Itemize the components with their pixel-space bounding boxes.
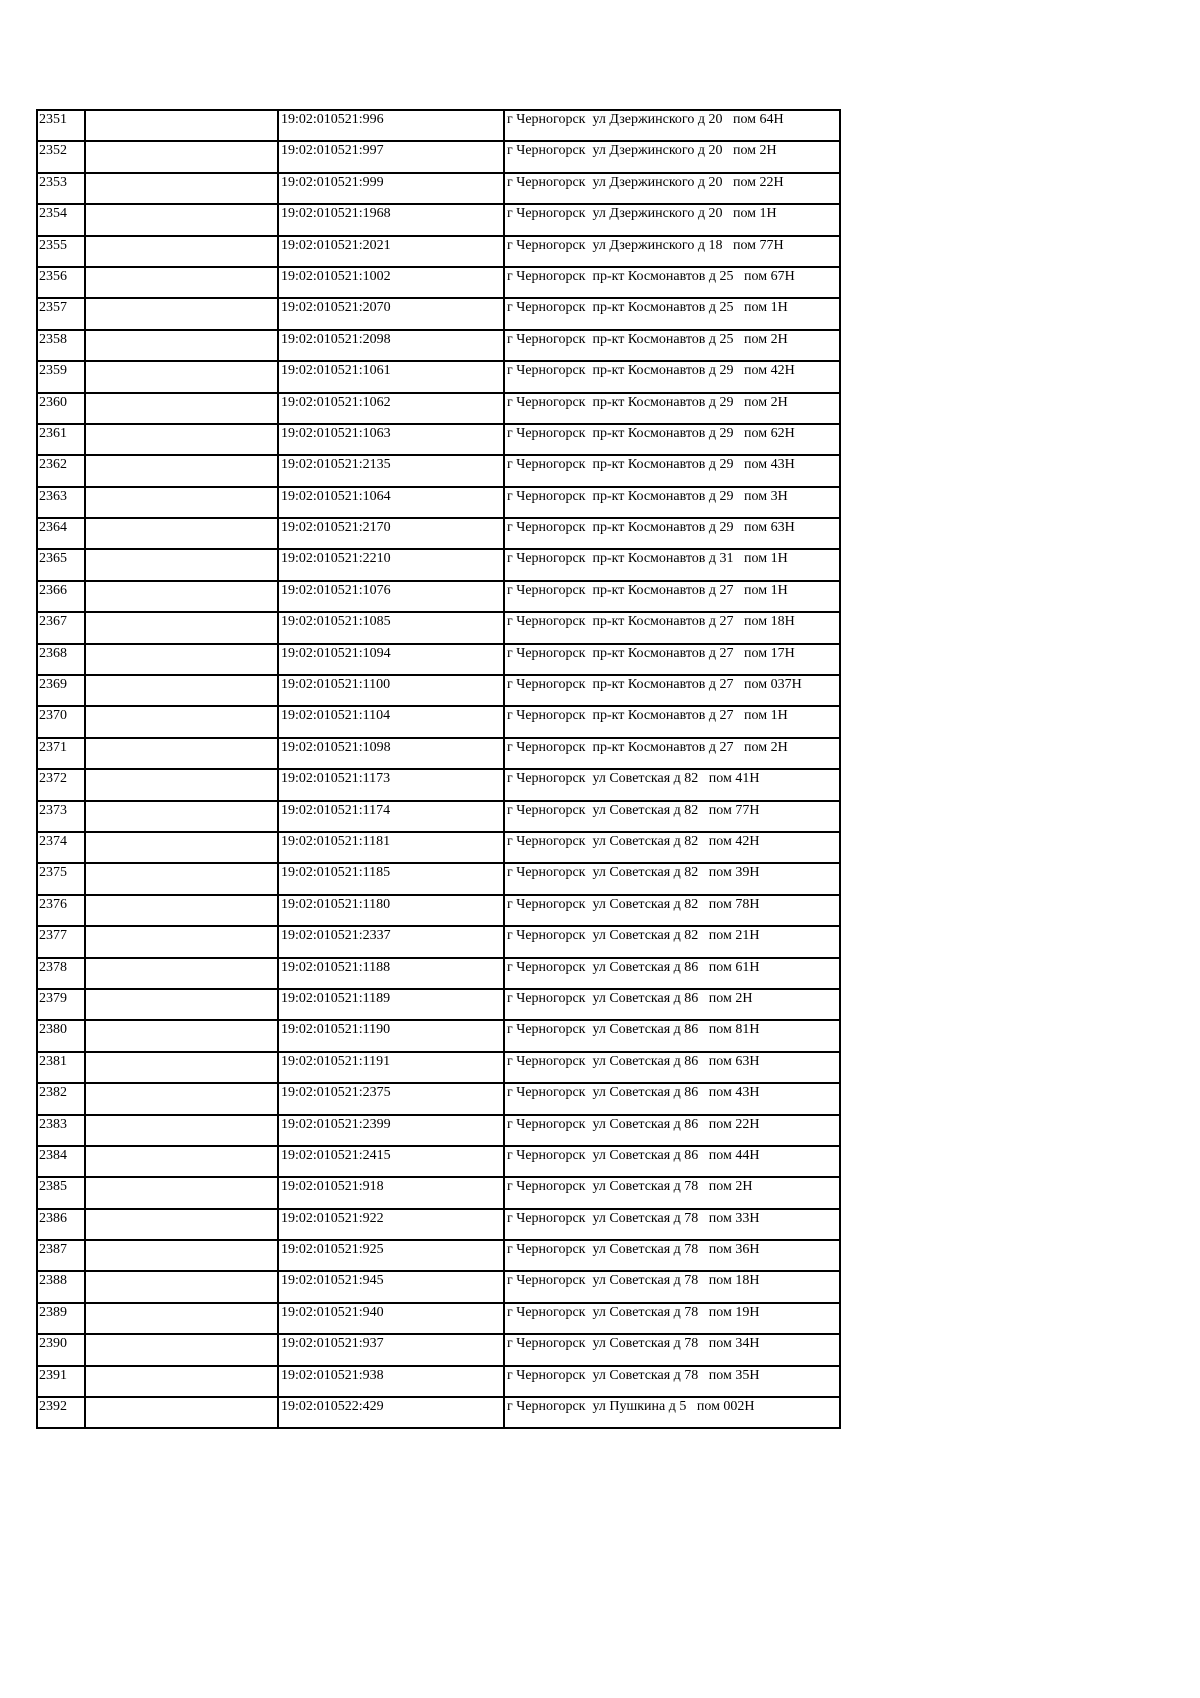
table-row xyxy=(37,581,840,612)
cadastral-number-cell: 19:02:010521:997 xyxy=(278,141,504,172)
address-cell: г Черногорск ул Советская д 78 пом 33Н xyxy=(504,1209,840,1240)
row-number-cell: 2366 xyxy=(37,581,85,612)
registry-table-body xyxy=(37,110,840,1428)
cadastral-number-cell: 19:02:010521:999 xyxy=(278,173,504,204)
row-number-cell: 2355 xyxy=(37,236,85,267)
row-number-cell: 2390 xyxy=(37,1334,85,1365)
row-number-cell: 2381 xyxy=(37,1052,85,1083)
address-cell: г Черногорск ул Советская д 78 пом 18Н xyxy=(504,1271,840,1302)
address-cell: г Черногорск ул Советская д 78 пом 36Н xyxy=(504,1240,840,1271)
row-number-cell: 2351 xyxy=(37,110,85,141)
table-row xyxy=(37,1240,840,1271)
table-row xyxy=(37,863,840,894)
address-cell: г Черногорск ул Советская д 78 пом 35Н xyxy=(504,1366,840,1397)
empty-cell xyxy=(85,173,278,204)
row-number-cell: 2359 xyxy=(37,361,85,392)
empty-cell xyxy=(85,1020,278,1051)
table-row xyxy=(37,1366,840,1397)
row-number-cell: 2392 xyxy=(37,1397,85,1428)
empty-cell xyxy=(85,706,278,737)
row-number-cell: 2383 xyxy=(37,1115,85,1146)
address-cell: г Черногорск ул Пушкина д 5 пом 002Н xyxy=(504,1397,840,1428)
cadastral-number-cell: 19:02:010521:1191 xyxy=(278,1052,504,1083)
table-row xyxy=(37,926,840,957)
table-row xyxy=(37,801,840,832)
row-number-cell: 2362 xyxy=(37,455,85,486)
row-number-cell: 2354 xyxy=(37,204,85,235)
table-row xyxy=(37,1303,840,1334)
cadastral-number-cell: 19:02:010521:1189 xyxy=(278,989,504,1020)
cadastral-number-cell: 19:02:010521:2170 xyxy=(278,518,504,549)
row-number-cell: 2357 xyxy=(37,298,85,329)
cadastral-number-cell: 19:02:010521:1174 xyxy=(278,801,504,832)
empty-cell xyxy=(85,832,278,863)
cadastral-number-cell: 19:02:010521:2375 xyxy=(278,1083,504,1114)
table-row xyxy=(37,549,840,580)
cadastral-number-cell: 19:02:010521:1968 xyxy=(278,204,504,235)
empty-cell xyxy=(85,549,278,580)
address-cell: г Черногорск ул Советская д 82 пом 21Н xyxy=(504,926,840,957)
address-cell: г Черногорск ул Советская д 82 пом 42Н xyxy=(504,832,840,863)
table-row xyxy=(37,110,840,141)
address-cell: г Черногорск ул Советская д 82 пом 41Н xyxy=(504,769,840,800)
address-cell: г Черногорск ул Советская д 86 пом 2Н xyxy=(504,989,840,1020)
row-number-cell: 2371 xyxy=(37,738,85,769)
table-row xyxy=(37,989,840,1020)
row-number-cell: 2360 xyxy=(37,393,85,424)
empty-cell xyxy=(85,204,278,235)
empty-cell xyxy=(85,675,278,706)
address-cell: г Черногорск ул Советская д 86 пом 81Н xyxy=(504,1020,840,1051)
row-number-cell: 2356 xyxy=(37,267,85,298)
cadastral-number-cell: 19:02:010521:937 xyxy=(278,1334,504,1365)
address-cell: г Черногорск ул Советская д 86 пом 44Н xyxy=(504,1146,840,1177)
address-cell: г Черногорск пр-кт Космонавтов д 27 пом 2Н xyxy=(504,738,840,769)
empty-cell xyxy=(85,926,278,957)
empty-cell xyxy=(85,1334,278,1365)
table-row xyxy=(37,1083,840,1114)
table-row xyxy=(37,204,840,235)
cadastral-number-cell: 19:02:010521:1002 xyxy=(278,267,504,298)
cadastral-number-cell: 19:02:010521:2399 xyxy=(278,1115,504,1146)
row-number-cell: 2353 xyxy=(37,173,85,204)
empty-cell xyxy=(85,644,278,675)
cadastral-number-cell: 19:02:010521:940 xyxy=(278,1303,504,1334)
table-row xyxy=(37,895,840,926)
cadastral-number-cell: 19:02:010521:945 xyxy=(278,1271,504,1302)
row-number-cell: 2388 xyxy=(37,1271,85,1302)
address-cell: г Черногорск пр-кт Космонавтов д 29 пом 3Н xyxy=(504,487,840,518)
address-cell: г Черногорск пр-кт Космонавтов д 29 пом 62Н xyxy=(504,424,840,455)
row-number-cell: 2369 xyxy=(37,675,85,706)
table-row xyxy=(37,173,840,204)
address-cell: г Черногорск пр-кт Космонавтов д 27 пом 037Н xyxy=(504,675,840,706)
address-cell: г Черногорск пр-кт Космонавтов д 25 пом 67Н xyxy=(504,267,840,298)
cadastral-number-cell: 19:02:010521:1185 xyxy=(278,863,504,894)
empty-cell xyxy=(85,863,278,894)
address-cell: г Черногорск ул Советская д 86 пом 22Н xyxy=(504,1115,840,1146)
table-row xyxy=(37,1052,840,1083)
table-row xyxy=(37,487,840,518)
cadastral-number-cell: 19:02:010521:2210 xyxy=(278,549,504,580)
cadastral-number-cell: 19:02:010521:1098 xyxy=(278,738,504,769)
address-cell: г Черногорск пр-кт Космонавтов д 31 пом 1Н xyxy=(504,549,840,580)
table-row xyxy=(37,832,840,863)
table-row xyxy=(37,330,840,361)
cadastral-number-cell: 19:02:010521:1061 xyxy=(278,361,504,392)
cadastral-number-cell: 19:02:010521:996 xyxy=(278,110,504,141)
table-row xyxy=(37,236,840,267)
row-number-cell: 2391 xyxy=(37,1366,85,1397)
address-cell: г Черногорск пр-кт Космонавтов д 27 пом 1Н xyxy=(504,706,840,737)
empty-cell xyxy=(85,1366,278,1397)
address-cell: г Черногорск пр-кт Космонавтов д 29 пом 63Н xyxy=(504,518,840,549)
table-row xyxy=(37,267,840,298)
cadastral-number-cell: 19:02:010521:918 xyxy=(278,1177,504,1208)
table-row xyxy=(37,1397,840,1428)
empty-cell xyxy=(85,330,278,361)
empty-cell xyxy=(85,1240,278,1271)
cadastral-number-cell: 19:02:010521:2415 xyxy=(278,1146,504,1177)
row-number-cell: 2364 xyxy=(37,518,85,549)
table-row xyxy=(37,455,840,486)
cadastral-number-cell: 19:02:010521:1063 xyxy=(278,424,504,455)
table-row xyxy=(37,298,840,329)
row-number-cell: 2375 xyxy=(37,863,85,894)
table-row xyxy=(37,141,840,172)
address-cell: г Черногорск пр-кт Космонавтов д 25 пом 2Н xyxy=(504,330,840,361)
cadastral-number-cell: 19:02:010521:1064 xyxy=(278,487,504,518)
cadastral-number-cell: 19:02:010521:2135 xyxy=(278,455,504,486)
table-row xyxy=(37,769,840,800)
empty-cell xyxy=(85,989,278,1020)
row-number-cell: 2386 xyxy=(37,1209,85,1240)
table-row xyxy=(37,518,840,549)
address-cell: г Черногорск ул Советская д 78 пом 34Н xyxy=(504,1334,840,1365)
address-cell: г Черногорск ул Дзержинского д 20 пом 1Н xyxy=(504,204,840,235)
empty-cell xyxy=(85,1052,278,1083)
empty-cell xyxy=(85,769,278,800)
address-cell: г Черногорск ул Дзержинского д 18 пом 77Н xyxy=(504,236,840,267)
address-cell: г Черногорск ул Советская д 82 пом 77Н xyxy=(504,801,840,832)
cadastral-number-cell: 19:02:010521:1180 xyxy=(278,895,504,926)
empty-cell xyxy=(85,738,278,769)
cadastral-number-cell: 19:02:010521:1173 xyxy=(278,769,504,800)
cadastral-number-cell: 19:02:010521:2098 xyxy=(278,330,504,361)
address-cell: г Черногорск пр-кт Космонавтов д 27 пом 17Н xyxy=(504,644,840,675)
cadastral-number-cell: 19:02:010521:922 xyxy=(278,1209,504,1240)
cadastral-number-cell: 19:02:010521:1104 xyxy=(278,706,504,737)
row-number-cell: 2370 xyxy=(37,706,85,737)
empty-cell xyxy=(85,895,278,926)
empty-cell xyxy=(85,393,278,424)
empty-cell xyxy=(85,361,278,392)
table-row xyxy=(37,1177,840,1208)
cadastral-number-cell: 19:02:010521:1085 xyxy=(278,612,504,643)
row-number-cell: 2374 xyxy=(37,832,85,863)
empty-cell xyxy=(85,612,278,643)
address-cell: г Черногорск ул Советская д 86 пом 61Н xyxy=(504,958,840,989)
table-row xyxy=(37,675,840,706)
cadastral-number-cell: 19:02:010521:938 xyxy=(278,1366,504,1397)
empty-cell xyxy=(85,1397,278,1428)
row-number-cell: 2372 xyxy=(37,769,85,800)
cadastral-number-cell: 19:02:010521:2070 xyxy=(278,298,504,329)
empty-cell xyxy=(85,141,278,172)
row-number-cell: 2378 xyxy=(37,958,85,989)
table-row xyxy=(37,1115,840,1146)
row-number-cell: 2363 xyxy=(37,487,85,518)
row-number-cell: 2380 xyxy=(37,1020,85,1051)
cadastral-number-cell: 19:02:010521:2021 xyxy=(278,236,504,267)
empty-cell xyxy=(85,487,278,518)
row-number-cell: 2352 xyxy=(37,141,85,172)
table-row xyxy=(37,1209,840,1240)
empty-cell xyxy=(85,1209,278,1240)
empty-cell xyxy=(85,1146,278,1177)
address-cell: г Черногорск пр-кт Космонавтов д 29 пом 2Н xyxy=(504,393,840,424)
cadastral-number-cell: 19:02:010521:1076 xyxy=(278,581,504,612)
row-number-cell: 2379 xyxy=(37,989,85,1020)
row-number-cell: 2361 xyxy=(37,424,85,455)
cadastral-number-cell: 19:02:010521:1190 xyxy=(278,1020,504,1051)
address-cell: г Черногорск пр-кт Космонавтов д 27 пом 1Н xyxy=(504,581,840,612)
empty-cell xyxy=(85,958,278,989)
table-row xyxy=(37,738,840,769)
empty-cell xyxy=(85,110,278,141)
address-cell: г Черногорск ул Дзержинского д 20 пом 2Н xyxy=(504,141,840,172)
cadastral-number-cell: 19:02:010521:1188 xyxy=(278,958,504,989)
empty-cell xyxy=(85,455,278,486)
cadastral-number-cell: 19:02:010521:1181 xyxy=(278,832,504,863)
row-number-cell: 2377 xyxy=(37,926,85,957)
row-number-cell: 2365 xyxy=(37,549,85,580)
empty-cell xyxy=(85,1303,278,1334)
empty-cell xyxy=(85,1115,278,1146)
row-number-cell: 2382 xyxy=(37,1083,85,1114)
table-row xyxy=(37,958,840,989)
row-number-cell: 2385 xyxy=(37,1177,85,1208)
address-cell: г Черногорск пр-кт Космонавтов д 27 пом 18Н xyxy=(504,612,840,643)
row-number-cell: 2389 xyxy=(37,1303,85,1334)
address-cell: г Черногорск ул Советская д 78 пом 2Н xyxy=(504,1177,840,1208)
empty-cell xyxy=(85,298,278,329)
address-cell: г Черногорск ул Дзержинского д 20 пом 22Н xyxy=(504,173,840,204)
address-cell: г Черногорск ул Советская д 78 пом 19Н xyxy=(504,1303,840,1334)
address-cell: г Черногорск пр-кт Космонавтов д 29 пом 43Н xyxy=(504,455,840,486)
row-number-cell: 2376 xyxy=(37,895,85,926)
property-registry-table xyxy=(36,109,841,1429)
cadastral-number-cell: 19:02:010521:1100 xyxy=(278,675,504,706)
cadastral-number-cell: 19:02:010521:925 xyxy=(278,1240,504,1271)
address-cell: г Черногорск ул Советская д 86 пом 43Н xyxy=(504,1083,840,1114)
address-cell: г Черногорск пр-кт Космонавтов д 29 пом 42Н xyxy=(504,361,840,392)
empty-cell xyxy=(85,1083,278,1114)
address-cell: г Черногорск пр-кт Космонавтов д 25 пом 1Н xyxy=(504,298,840,329)
empty-cell xyxy=(85,581,278,612)
table-row xyxy=(37,706,840,737)
empty-cell xyxy=(85,518,278,549)
empty-cell xyxy=(85,1177,278,1208)
cadastral-number-cell: 19:02:010521:1094 xyxy=(278,644,504,675)
table-row xyxy=(37,424,840,455)
address-cell: г Черногорск ул Дзержинского д 20 пом 64Н xyxy=(504,110,840,141)
table-row xyxy=(37,1020,840,1051)
row-number-cell: 2384 xyxy=(37,1146,85,1177)
table-row xyxy=(37,1334,840,1365)
row-number-cell: 2387 xyxy=(37,1240,85,1271)
table-row xyxy=(37,393,840,424)
table-row xyxy=(37,1271,840,1302)
row-number-cell: 2373 xyxy=(37,801,85,832)
row-number-cell: 2367 xyxy=(37,612,85,643)
address-cell: г Черногорск ул Советская д 82 пом 78Н xyxy=(504,895,840,926)
table-row xyxy=(37,644,840,675)
empty-cell xyxy=(85,424,278,455)
cadastral-number-cell: 19:02:010521:2337 xyxy=(278,926,504,957)
cadastral-number-cell: 19:02:010521:1062 xyxy=(278,393,504,424)
row-number-cell: 2358 xyxy=(37,330,85,361)
cadastral-number-cell: 19:02:010522:429 xyxy=(278,1397,504,1428)
table-row xyxy=(37,1146,840,1177)
empty-cell xyxy=(85,801,278,832)
table-row xyxy=(37,361,840,392)
table-row xyxy=(37,612,840,643)
address-cell: г Черногорск ул Советская д 82 пом 39Н xyxy=(504,863,840,894)
empty-cell xyxy=(85,236,278,267)
address-cell: г Черногорск ул Советская д 86 пом 63Н xyxy=(504,1052,840,1083)
empty-cell xyxy=(85,267,278,298)
row-number-cell: 2368 xyxy=(37,644,85,675)
empty-cell xyxy=(85,1271,278,1302)
